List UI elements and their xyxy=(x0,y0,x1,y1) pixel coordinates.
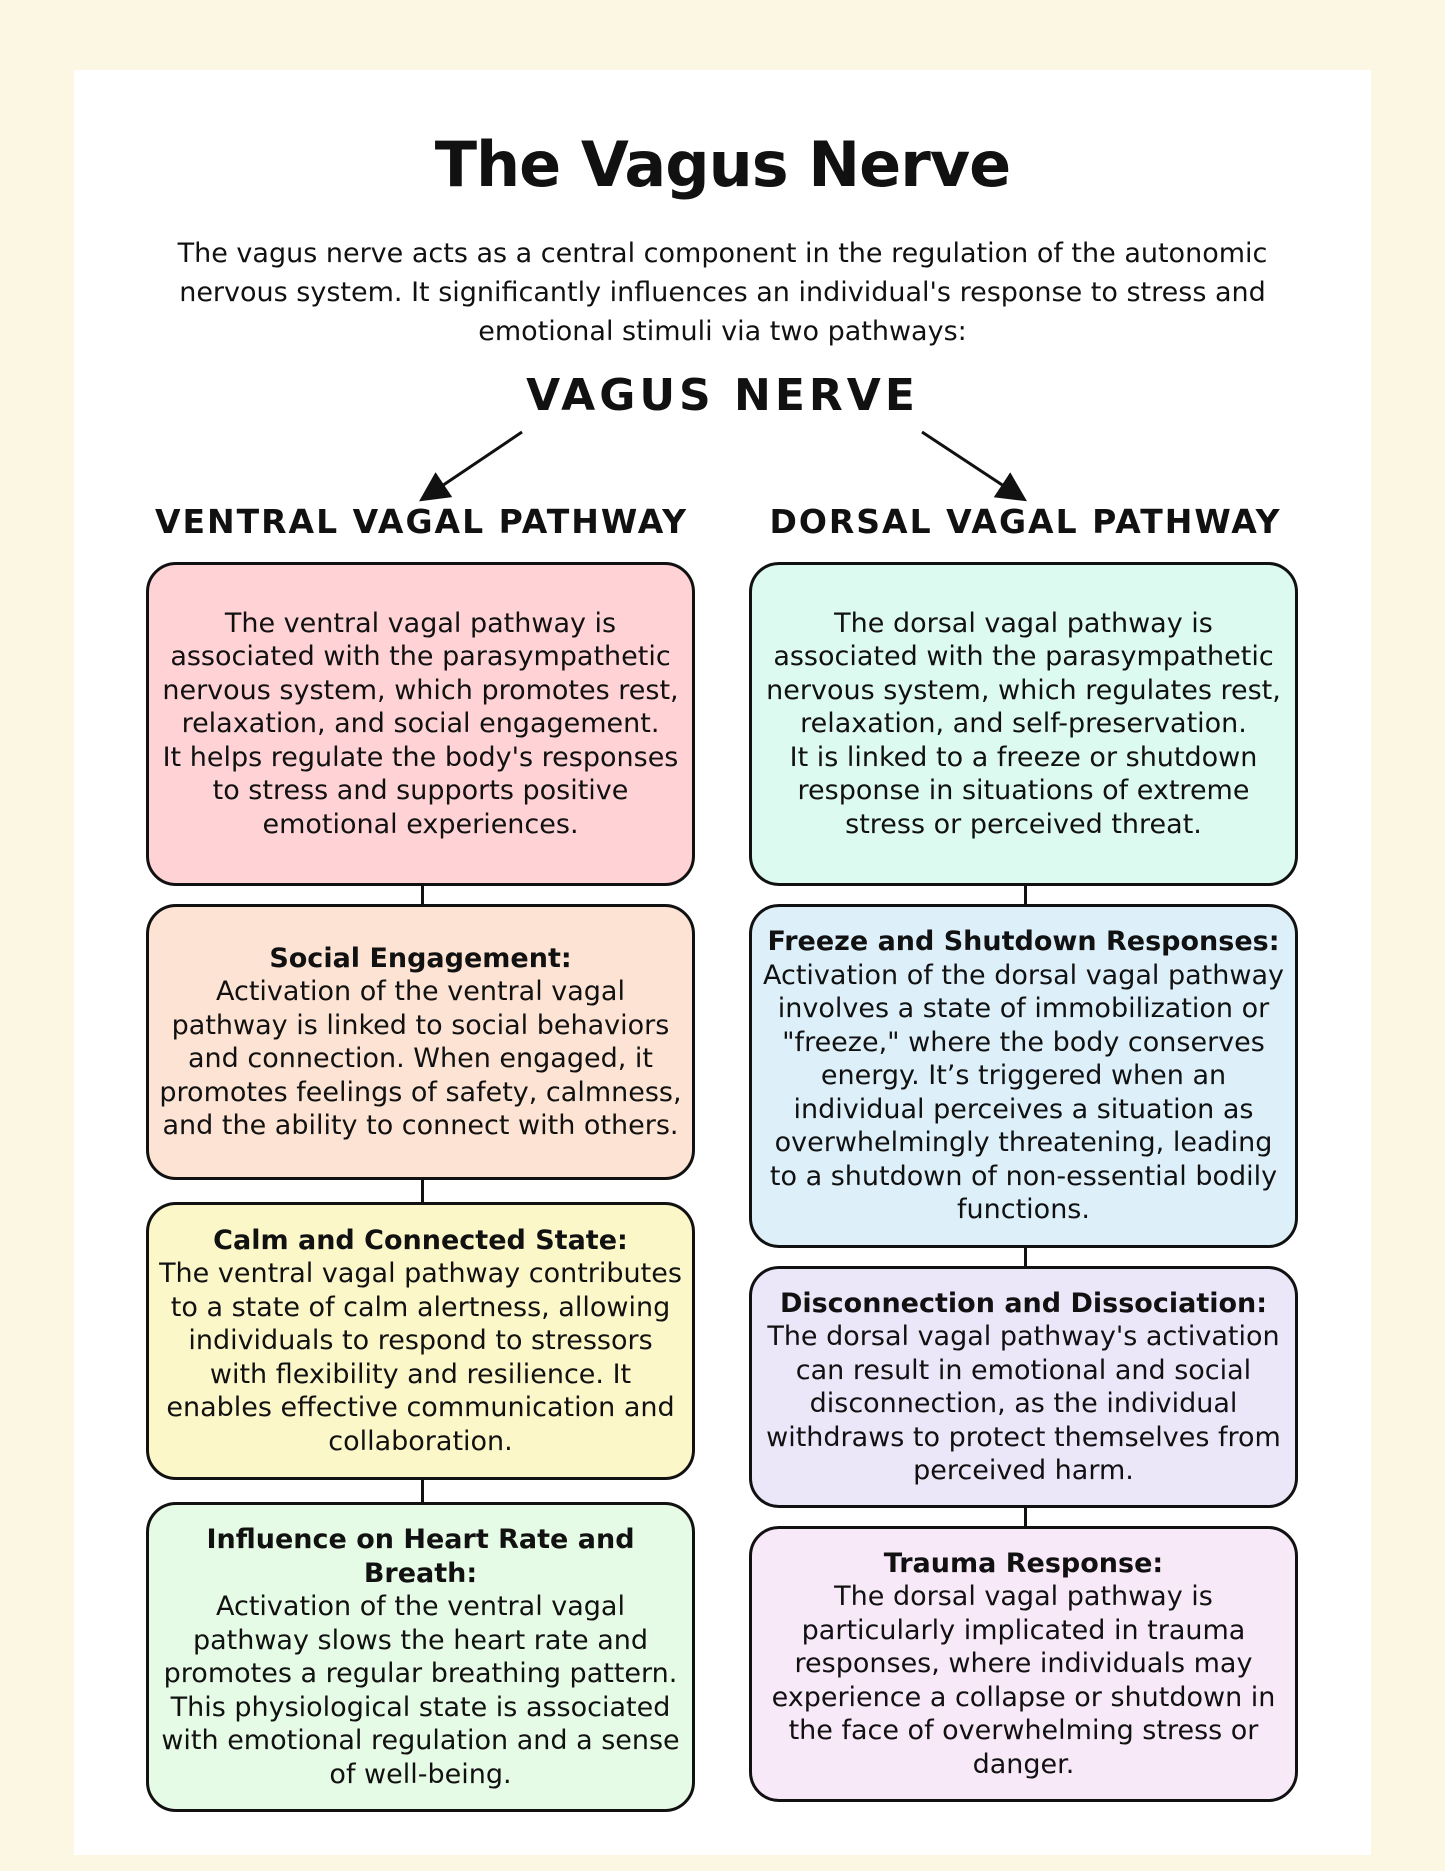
card-body: Activation of the ventral vagal pathway is linked to social behaviors and connection. When engaged, it promotes feelings of safety, calmness, and the ability to connect with others. xyxy=(159,976,682,1141)
card-body: Activation of the ventral vagal pathway slows the heart rate and promotes a regular breathing pattern. This physiological state is associated with emotional regulation and a sense of well-being. xyxy=(161,1591,680,1790)
card-title: Social Engagement: xyxy=(269,942,572,974)
ventral-connector xyxy=(421,1178,424,1204)
page-title: The Vagus Nerve xyxy=(434,128,1011,201)
card-title: Disconnection and Dissociation: xyxy=(779,1287,1268,1319)
card-title: Influence on Heart Rate and Breath: xyxy=(206,1524,635,1589)
dorsal-summary-text: The dorsal vagal pathway is associated with the parasympathetic nervous system, which regulates rest, relaxation, and self-preservation. It is linked to a freeze or shutdown response in situations of extreme stress or perceived threat. xyxy=(766,607,1281,840)
social-engagement-card xyxy=(146,904,695,1180)
right-arrow xyxy=(922,432,1022,498)
ventral-summary-text: The ventral vagal pathway is associated with the parasympathetic nervous system, which promotes rest, relaxation, and social engagement. It helps regulate the body's responses to stress and supports positive emotional experiences. xyxy=(162,607,679,840)
intro-text: The vagus nerve acts as a central component in the regulation of the autonomic nervous system. It significantly influences an individual's response to stress and emotional stimuli via two pathways: xyxy=(177,238,1268,347)
trauma-response-card xyxy=(749,1526,1298,1802)
root-label: VAGUS NERVE xyxy=(526,370,919,421)
ventral-connector xyxy=(421,884,424,906)
ventral-heading: VENTRAL VAGAL PATHWAY xyxy=(154,502,689,541)
card-body: The dorsal vagal pathway's activation can result in emotional and social disconnection, as the individual withdraws to protect themselves from perceived harm. xyxy=(766,1321,1281,1486)
ventral-summary-card xyxy=(146,562,695,886)
dorsal-connector xyxy=(1024,884,1027,906)
card-body: The ventral vagal pathway contributes to a state of calm alertness, allowing individuals to respond to stressors with flexibility and resilience. It enables effective communication and collaboration. xyxy=(159,1258,682,1457)
dorsal-connector xyxy=(1024,1246,1027,1268)
dorsal-summary-card xyxy=(749,562,1298,886)
ventral-connector xyxy=(421,1478,424,1504)
card-body: The dorsal vagal pathway is particularly implicated in trauma responses, where individuals may experience a collapse or shutdown in the face of overwhelming stress or danger. xyxy=(771,1581,1276,1780)
dorsal-connector xyxy=(1024,1506,1027,1528)
card-title: Calm and Connected State: xyxy=(213,1224,628,1256)
heart-breath-card xyxy=(146,1502,695,1812)
dorsal-heading: DORSAL VAGAL PATHWAY xyxy=(769,502,1282,541)
card-title: Freeze and Shutdown Responses: xyxy=(767,926,1280,958)
card-title: Trauma Response: xyxy=(883,1547,1164,1579)
freeze-shutdown-card xyxy=(749,904,1298,1248)
disconnection-card xyxy=(749,1266,1298,1508)
left-arrow xyxy=(424,432,522,498)
calm-connected-card xyxy=(146,1202,695,1480)
card-body: Activation of the dorsal vagal pathway involves a state of immobilization or "freeze," where the body conserves energy. It’s triggered when an individual perceives a situation as overwhelmingly threatening, leading to a shutdown of non-essential bodily functions. xyxy=(763,959,1284,1226)
